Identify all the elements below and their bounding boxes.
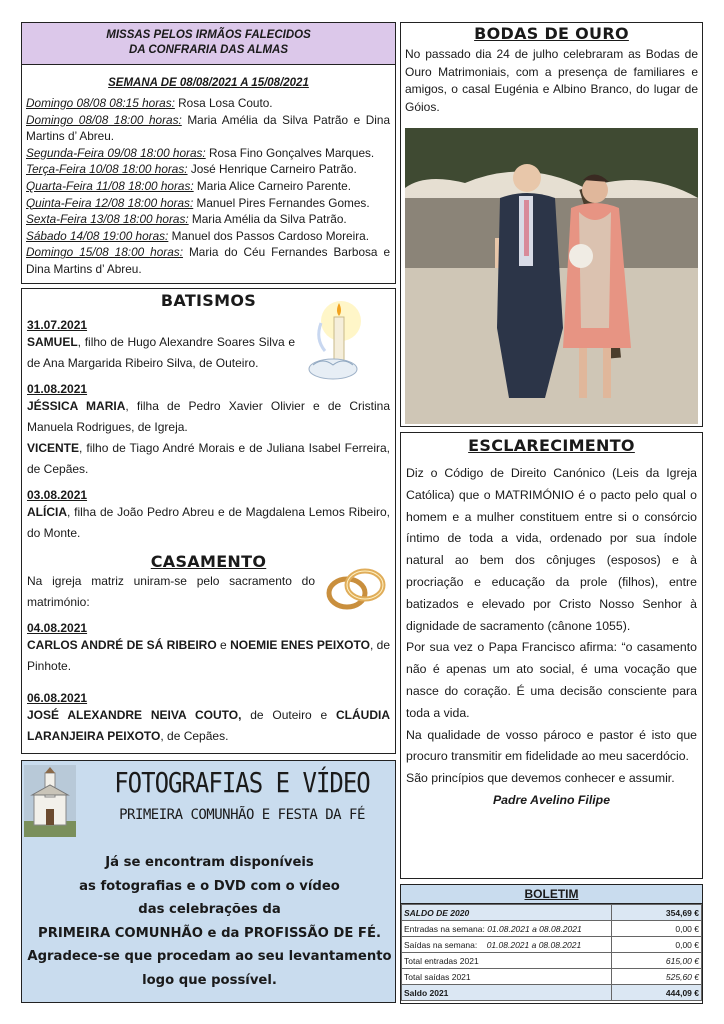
esclarecimento-section: [400, 432, 703, 879]
signature: Padre Avelino Filipe: [492, 792, 611, 807]
list-item: Quinta-Feira 12/08 18:00 horas: Manuel Pires Fernandes Gomes.: [26, 195, 370, 210]
batismo-date-3: 03.08.2021: [27, 488, 88, 502]
table-row: Entradas na semana: 01.08.2021 a 08.08.2021 0,00 €: [402, 921, 702, 937]
batismo-date-1: 31.07.2021: [27, 318, 88, 332]
boletim-title: BOLETIM: [401, 885, 702, 904]
casamento-entry: CARLOS ANDRÉ DE SÁ RIBEIRO e NOEMIE ENES PEIXOTO, de Pinhote.: [27, 638, 391, 673]
bodas-text: No passado dia 24 de julho celebraram as Bodas de Ouro Matrimoniais, com a presença de familiares e amigos, o casal Eugénia e Albino Branco, do lugar de Góios.: [405, 47, 698, 114]
esclarecimento-p3: Na qualidade de vosso pároco e pastor é isto que procuro transmitir em fidelidade ao meu sacerdócio.: [406, 727, 697, 764]
table-row: SALDO DE 2020 354,69 €: [402, 905, 702, 921]
missas-title-1: MISSAS PELOS IRMÃOS FALECIDOS: [106, 29, 311, 41]
fotografias-body: Já se encontram disponíveis as fotografias e o DVD com o vídeo das celebrações da PRIMEIRA COMUNHÃO e da PROFISSÃO DE FÉ. Agradece-se que procedam ao seu levantamento logo que possível.: [27, 855, 392, 988]
casamento-title: CASAMENTO: [150, 552, 267, 571]
batismo-entry: SAMUEL, filho de Hugo Alexandre Soares Silva e de Ana Margarida Ribeiro Silva, de Outeiro.: [27, 335, 295, 370]
fotografias-section: [21, 760, 396, 1003]
batismos-title: BATISMOS: [160, 291, 257, 310]
missas-title-2: DA CONFRARIA DAS ALMAS: [128, 44, 289, 56]
batismo-entry: ALÍCIA, filha de João Pedro Abreu e de Magdalena Lemos Ribeiro, do Monte.: [27, 505, 390, 540]
table-row: Total saídas 2021 525,60 €: [402, 969, 702, 985]
batismo-date-2: 01.08.2021: [27, 382, 88, 396]
list-item: Terça-Feira 10/08 18:00 horas: José Henrique Carneiro Patrão.: [26, 162, 357, 177]
missas-section: [21, 22, 396, 284]
table-row: Saídas na semana: 01.08.2021 a 08.08.2021 0,00 €: [402, 937, 702, 953]
table-row: Saldo 2021 444,09 €: [402, 985, 702, 1001]
casamento-date-1: 04.08.2021: [27, 621, 88, 635]
boletim-section: [400, 884, 703, 1004]
list-item: Domingo 08/08 18:00 horas: Maria Amélia da Silva Patrão e Dina Martins d’ Abreu.: [26, 112, 391, 144]
list-item: Sábado 14/08 19:00 horas: Manuel dos Passos Cardoso Moreira.: [26, 228, 369, 243]
casamento-date-2: 06.08.2021: [27, 691, 88, 705]
missas-header: [22, 23, 395, 65]
list-item: Quarta-Feira 11/08 18:00 horas: Maria Alice Carneiro Parente.: [26, 178, 352, 193]
batismo-entry: JÉSSICA MARIA, filha de Pedro Xavier Olivier e de Cristina Manuela Rodrigues, de Igreja.: [27, 399, 390, 434]
fotografias-title: FOTOGRAFIAS E VÍDEO: [114, 766, 370, 800]
list-item: Segunda-Feira 09/08 18:00 horas: Rosa Fino Gonçalves Marques.: [26, 145, 375, 160]
table-row: Total entradas 2021 615,00 €: [402, 953, 702, 969]
esclarecimento-p4: São princípios que devemos conhecer e assumir.: [406, 771, 675, 786]
casamento-entry: JOSÉ ALEXANDRE NEIVA COUTO, de Outeiro e CLÁUDIA LARANJEIRA PEIXOTO, de Cepães.: [27, 708, 391, 743]
esclarecimento-p2: Por sua vez o Papa Francisco afirma: “o casamento não é apenas um ato social, é uma vocação que nasce do coração. É uma decisão consciente para toda a vida.: [406, 640, 697, 720]
casamento-intro: Na igreja matriz uniram-se pelo sacramento do matrimónio:: [27, 574, 315, 609]
esclarecimento-p1: Diz o Código de Direito Canónico (Leis da Igreja Católica) que o MATRIMÓNIO é o pacto pelo qual o homem e a mulher constituem entre si o consórcio íntimo de toda a vida, ordenado por sua índole natural ao bem dos cônjuges (esposos) e à procriação e educação da prole (filhos), entre batizados e elevado por Cristo Nosso Senhor à dignidade de sacramento (cânone 1055).: [406, 466, 697, 633]
fotografias-subtitle: PRIMEIRA COMUNHÃO E FESTA DA FÉ: [119, 807, 365, 823]
bodas-title: BODAS DE OURO: [474, 24, 629, 43]
list-item: Domingo 08/08 08:15 horas: Rosa Losa Couto.: [26, 96, 273, 110]
church-icon: [24, 765, 76, 837]
list-item: Domingo 15/08 18:00 horas: Maria do Céu Fernandes Barbosa e Dina Martins d’ Abreu.: [26, 245, 391, 276]
missas-list: [22, 89, 395, 278]
esclarecimento-title: ESCLARECIMENTO: [468, 436, 635, 455]
wedding-rings-icon: [321, 559, 389, 617]
missas-week: SEMANA DE 08/08/2021 A 15/08/2021: [108, 77, 309, 89]
batismos-section: [21, 288, 396, 754]
boletim-table: [401, 904, 702, 1001]
couple-photo: [405, 128, 698, 424]
batismo-entry: VICENTE, filho de Tiago André Morais e de Juliana Isabel Ferreira, de Cepães.: [27, 441, 390, 476]
bodas-section: [400, 22, 703, 427]
list-item: Sexta-Feira 13/08 18:00 horas: Maria Amélia da Silva Patrão.: [26, 212, 347, 227]
baptism-icon: [303, 299, 373, 389]
